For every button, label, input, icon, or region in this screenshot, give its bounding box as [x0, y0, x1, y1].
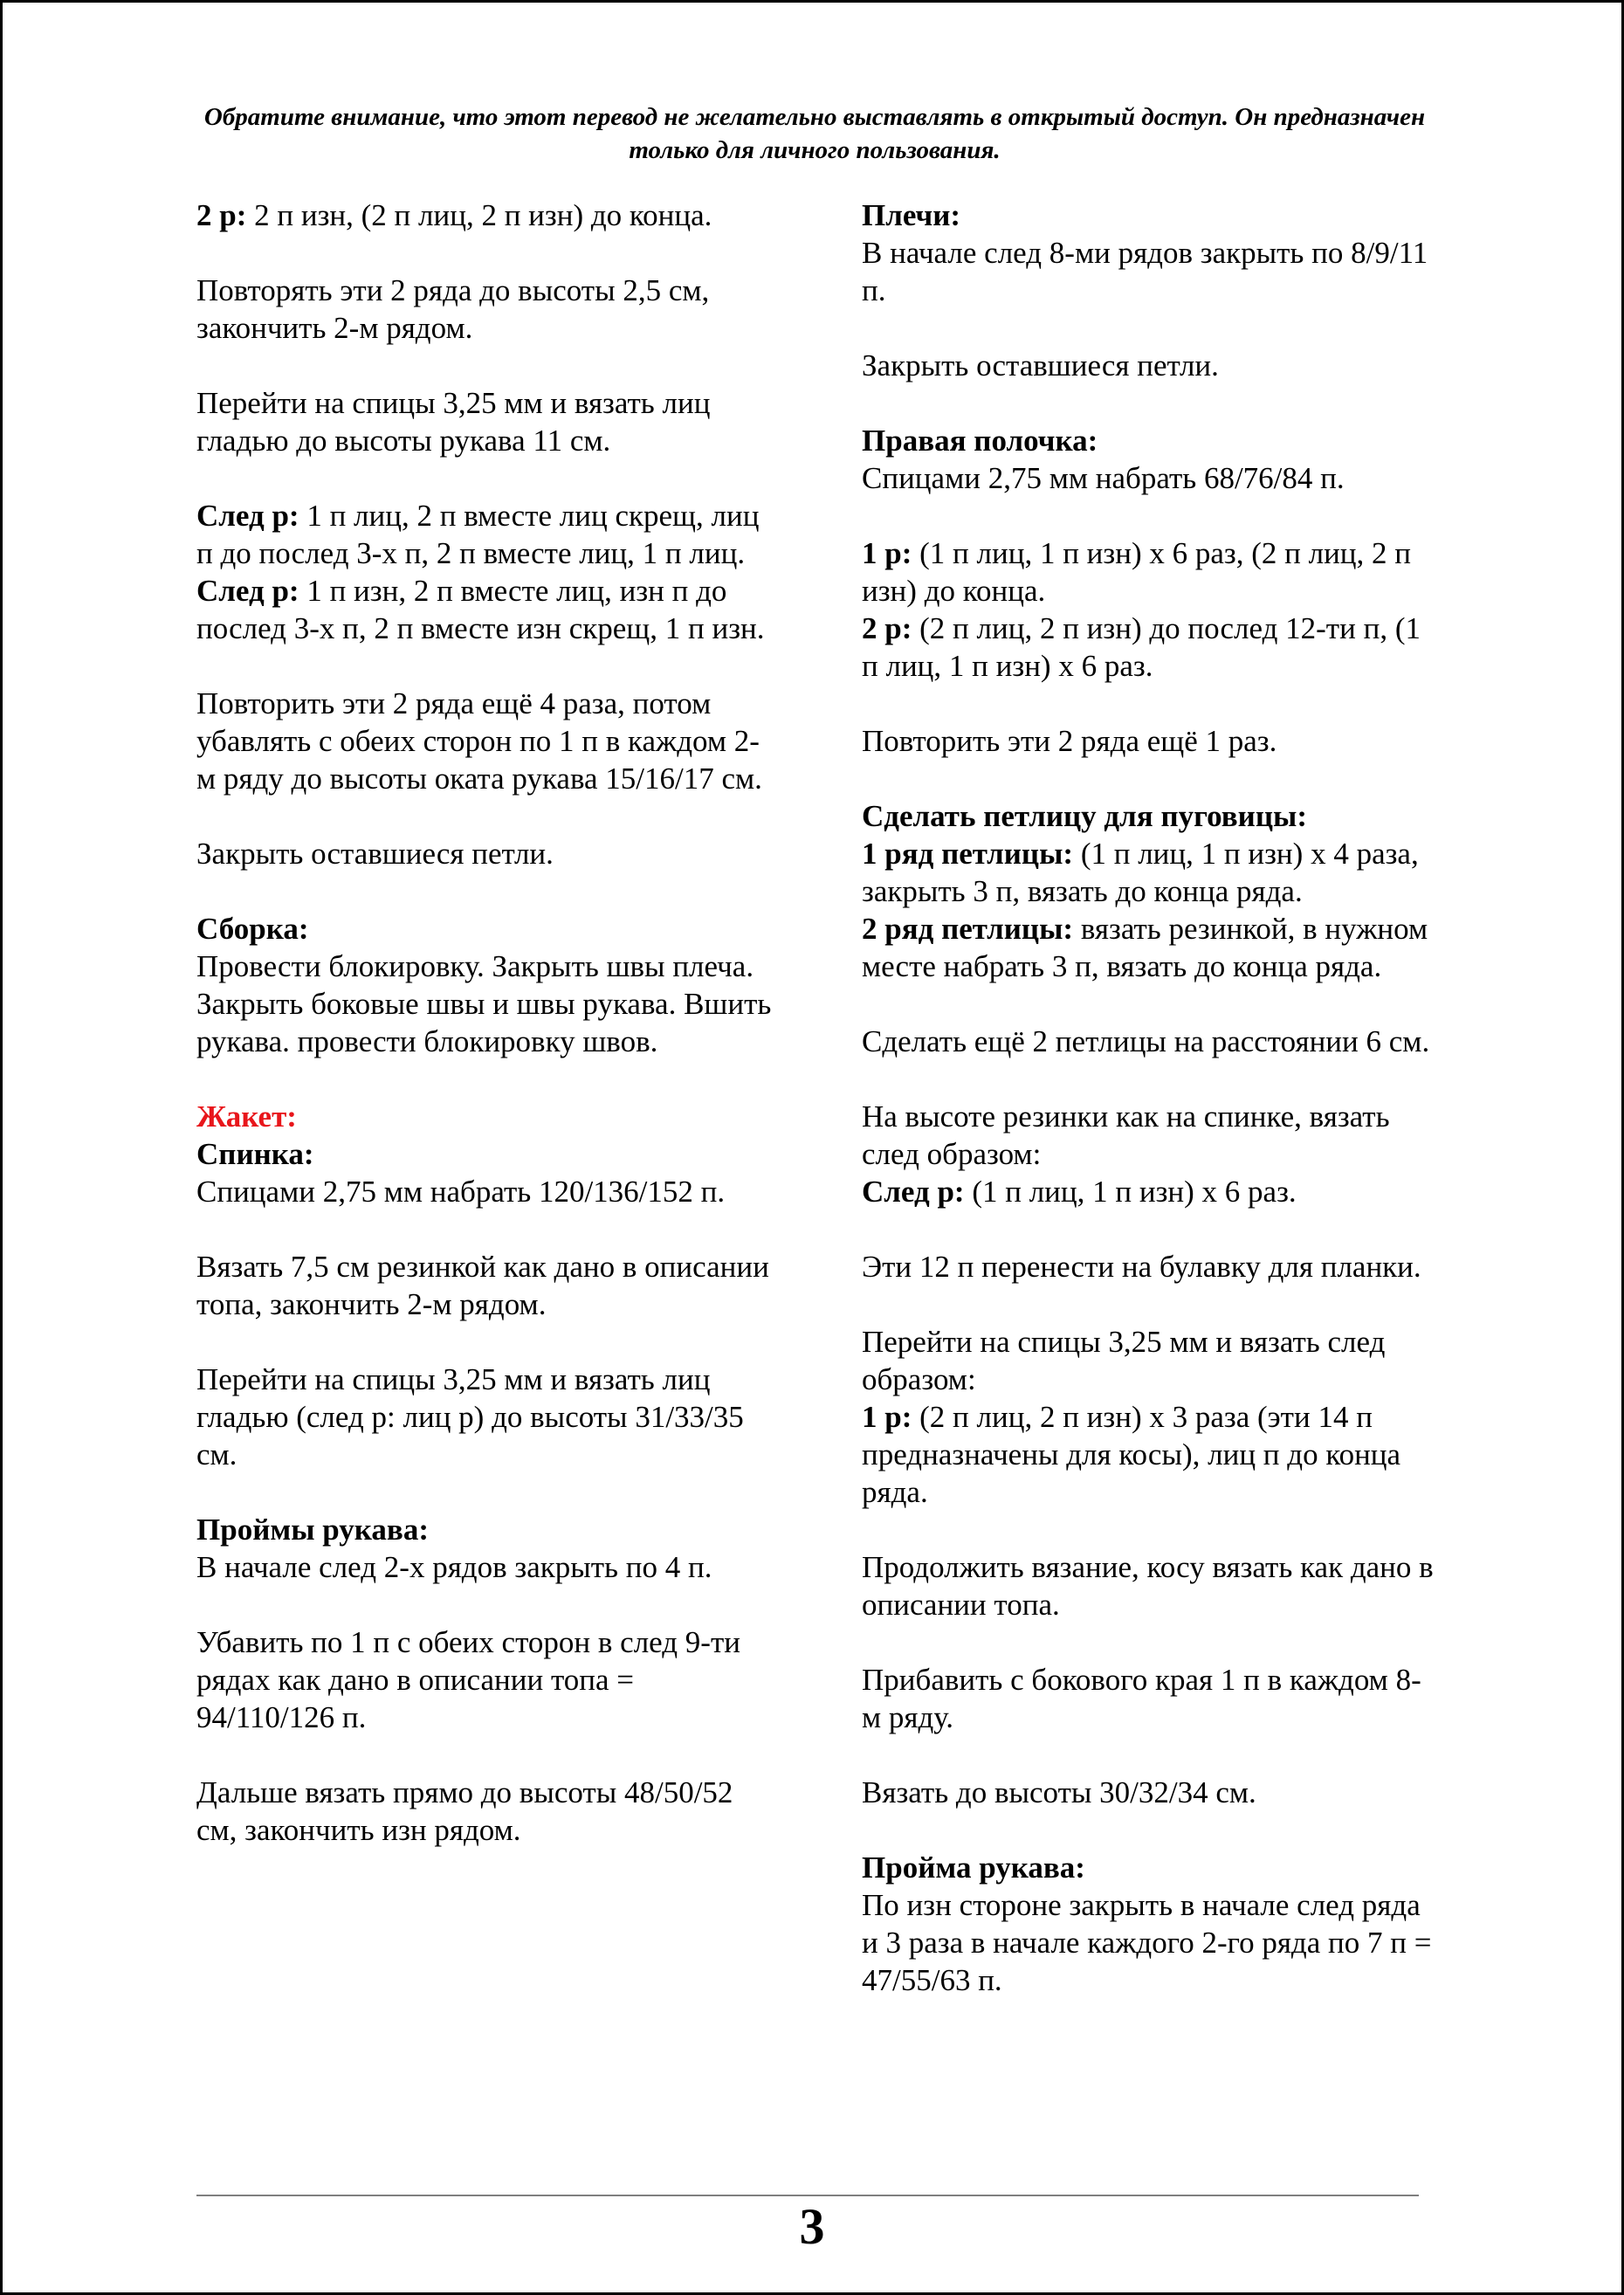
- row-label: 2 ряд петлицы:: [862, 912, 1074, 946]
- jacket-heading: Жакет:: [196, 1099, 297, 1134]
- paragraph: Вязать до высоты 30/32/34 см.: [862, 1775, 1256, 1809]
- section-heading: Сделать петлицу для пуговицы:: [862, 799, 1307, 833]
- paragraph: Повторить эти 2 ряда ещё 1 раз.: [862, 724, 1277, 758]
- armhole-section: [196, 1511, 773, 1586]
- row-text: вязать резинкой, в нужном месте набрать 3 п, вязать до конца ряда.: [862, 912, 1428, 983]
- section-text: Провести блокировку. Закрыть швы плеча. Закрыть боковые швы и швы рукава. Вшить рукава. провести блокировку швов.: [196, 949, 772, 1058]
- row-text: (1 п лиц, 1 п изн) х 6 раз, (2 п лиц, 2 п изн) до конца.: [862, 536, 1412, 608]
- cable-setup-section: [862, 1323, 1438, 1511]
- band-row: [862, 1173, 1438, 1210]
- section-heading: Пройма рукава:: [862, 1850, 1085, 1885]
- band-section: [862, 1098, 1438, 1210]
- section-text: Перейти на спицы 3,25 мм и вязать след образом:: [862, 1325, 1386, 1396]
- buttonhole-section: [862, 797, 1438, 985]
- row-label: След р:: [196, 499, 299, 533]
- paragraph: Прибавить с бокового края 1 п в каждом 8-м ряду.: [862, 1663, 1421, 1734]
- paragraph: Перейти на спицы 3,25 мм и вязать лиц гладью до высоты рукава 11 см.: [196, 386, 711, 458]
- row-text: (2 п лиц, 2 п изн) до послед 12-ти п, (1 п лиц, 1 п изн) х 6 раз.: [862, 611, 1421, 683]
- row-label: 1 р:: [862, 1400, 912, 1434]
- instruction-row-2: [196, 196, 773, 234]
- instruction-row-1: [862, 534, 1438, 610]
- row-label: 2 р:: [862, 611, 912, 645]
- shoulders-section: [862, 196, 1438, 309]
- paragraph: Закрыть оставшиеся петли.: [862, 348, 1219, 382]
- right-front-section: [862, 422, 1438, 497]
- paragraph: Сделать ещё 2 петлицы на расстоянии 6 см.: [862, 1024, 1430, 1058]
- row-text: (1 п лиц, 1 п изн) х 4 раза, закрыть 3 п, вязать до конца ряда.: [862, 837, 1419, 908]
- paragraph: Дальше вязать прямо до высоты 48/50/52 см, закончить изн рядом.: [196, 1775, 733, 1847]
- paragraph: Вязать 7,5 см резинкой как дано в описании топа, закончить 2-м рядом.: [196, 1250, 769, 1321]
- decrease-rows: [196, 497, 773, 647]
- rib-rows: [862, 534, 1438, 685]
- row-label: 1 р:: [862, 536, 912, 570]
- section-text: На высоте резинки как на спинке, вязать след образом:: [862, 1099, 1390, 1171]
- jacket-back-section: [196, 1098, 773, 1210]
- row-text: (1 п лиц, 1 п изн) х 6 раз.: [964, 1175, 1297, 1209]
- buttonhole-row-2: [862, 910, 1438, 985]
- instruction-row-2: [862, 610, 1438, 685]
- section-heading: Спинка:: [196, 1137, 314, 1171]
- row-label: След р:: [862, 1175, 965, 1209]
- section-heading: Проймы рукава:: [196, 1513, 429, 1547]
- section-text: В начале след 2-х рядов закрыть по 4 п.: [196, 1550, 712, 1584]
- paragraph: Повторить эти 2 ряда ещё 4 раза, потом убавлять с обеих сторон по 1 п в каждом 2-м ряду до высоты оката рукава 15/16/17 см.: [196, 686, 762, 796]
- paragraph: Продолжить вязание, косу вязать как дано в описании топа.: [862, 1550, 1434, 1622]
- paragraph: Перейти на спицы 3,25 мм и вязать лиц гладью (след р: лиц р) до высоты 31/33/35 см.: [196, 1362, 744, 1471]
- section-text: Спицами 2,75 мм набрать 120/136/152 п.: [196, 1175, 726, 1209]
- right-column: [862, 196, 1438, 2037]
- decrease-row-knit: [196, 497, 773, 572]
- row-label: 1 ряд петлицы:: [862, 837, 1074, 871]
- section-text: По изн стороне закрыть в начале след ряда и 3 раза в начале каждого 2-го ряда по 7 п = 47/55/63 п.: [862, 1888, 1432, 1997]
- row-text: 1 п изн, 2 п вместе лиц, изн п до послед 3-х п, 2 п вместе изн скрещ, 1 п изн.: [196, 574, 765, 645]
- cable-row-1: [862, 1398, 1438, 1511]
- left-column: [196, 196, 773, 1886]
- row-label: 2 р:: [196, 198, 247, 232]
- section-heading: Сборка:: [196, 912, 309, 946]
- page-number: 3: [799, 2198, 825, 2255]
- row-text: 1 п лиц, 2 п вместе лиц скрещ, лиц п до послед 3-х п, 2 п вместе лиц, 1 п лиц.: [196, 499, 760, 570]
- row-text: (2 п лиц, 2 п изн) х 3 раза (эти 14 п предназначены для косы), лиц п до конца ряда.: [862, 1400, 1401, 1509]
- paragraph: Убавить по 1 п с обеих сторон в след 9-ти рядах как дано в описании топа = 94/110/126 п.: [196, 1625, 740, 1734]
- decrease-row-purl: [196, 572, 773, 647]
- section-heading: Плечи:: [862, 198, 961, 232]
- paragraph: Эти 12 п перенести на булавку для планки.: [862, 1250, 1421, 1284]
- section-text: Спицами 2,75 мм набрать 68/76/84 п.: [862, 461, 1345, 495]
- paragraph: Повторять эти 2 ряда до высоты 2,5 см, закончить 2-м рядом.: [196, 273, 710, 345]
- armhole-section: [862, 1849, 1438, 1999]
- paragraph: Закрыть оставшиеся петли.: [196, 837, 554, 871]
- translation-notice: Обратите внимание, что этот перевод не желательно выставлять в открытый доступ. Он предназначен только для личного пользования.: [203, 103, 1426, 164]
- assembly-section: [196, 910, 773, 1060]
- section-heading: Правая полочка:: [862, 424, 1098, 458]
- buttonhole-row-1: [862, 835, 1438, 910]
- row-text: 2 п изн, (2 п лиц, 2 п изн) до конца.: [246, 198, 712, 232]
- section-text: В начале след 8-ми рядов закрыть по 8/9/11 п.: [862, 236, 1428, 307]
- row-label: След р:: [196, 574, 299, 608]
